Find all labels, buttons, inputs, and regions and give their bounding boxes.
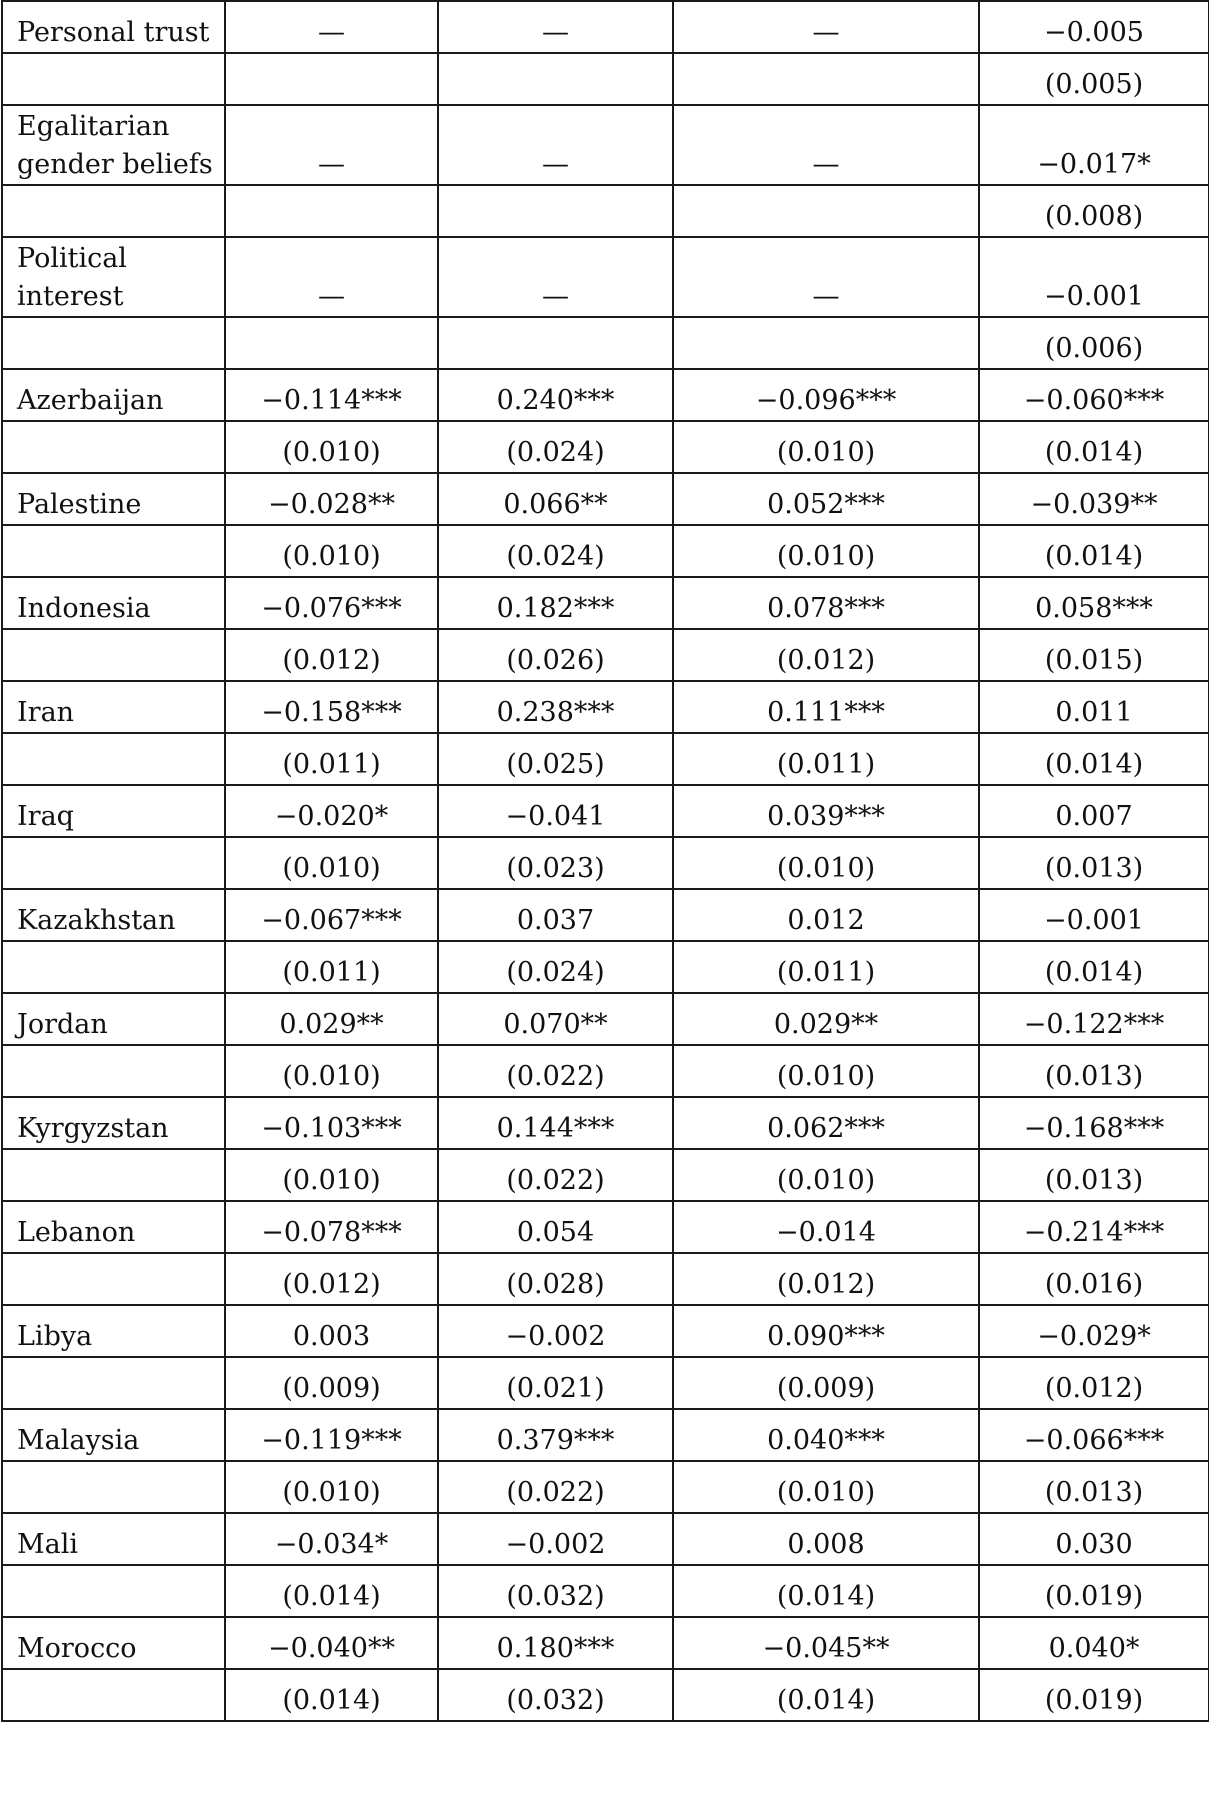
row-label — [2, 837, 225, 889]
table-cell: (0.012) — [673, 1253, 979, 1305]
table-row — [2, 53, 1209, 105]
regression-table — [1, 0, 1209, 1722]
table-cell: −0.103*** — [225, 1097, 438, 1149]
table-row — [2, 1149, 1209, 1201]
row-label — [2, 1045, 225, 1097]
row-label: Iran — [2, 681, 225, 733]
table-cell: −0.034* — [225, 1513, 438, 1565]
row-label: Mali — [2, 1513, 225, 1565]
table-row — [2, 993, 1209, 1045]
table-row — [2, 1097, 1209, 1149]
table-cell: (0.010) — [673, 1461, 979, 1513]
table-cell: 0.040* — [979, 1617, 1209, 1669]
table-cell: −0.045** — [673, 1617, 979, 1669]
table-cell: −0.168*** — [979, 1097, 1209, 1149]
table-cell: −0.001 — [979, 889, 1209, 941]
table-cell: (0.014) — [979, 733, 1209, 785]
table-cell: (0.014) — [225, 1565, 438, 1617]
table-cell: 0.070** — [438, 993, 673, 1045]
table-row — [2, 1461, 1209, 1513]
table-cell: (0.024) — [438, 421, 673, 473]
table-cell: (0.032) — [438, 1669, 673, 1721]
table-cell: (0.024) — [438, 525, 673, 577]
table-cell — [438, 53, 673, 105]
table-row — [2, 237, 1209, 317]
row-label — [2, 421, 225, 473]
table-cell: — — [225, 105, 438, 185]
table-cell: 0.037 — [438, 889, 673, 941]
table-cell: (0.010) — [225, 421, 438, 473]
table-cell: — — [673, 1, 979, 53]
table-cell: (0.010) — [225, 525, 438, 577]
table-cell: — — [438, 105, 673, 185]
table-cell: (0.009) — [225, 1357, 438, 1409]
table-cell: (0.022) — [438, 1461, 673, 1513]
table-cell: — — [225, 237, 438, 317]
table-cell: (0.010) — [673, 421, 979, 473]
table-cell: (0.011) — [225, 941, 438, 993]
table-cell: (0.011) — [225, 733, 438, 785]
table-cell: (0.014) — [673, 1669, 979, 1721]
table-cell — [438, 317, 673, 369]
table-cell: (0.010) — [673, 1045, 979, 1097]
table-cell: (0.014) — [979, 941, 1209, 993]
table-cell: 0.182*** — [438, 577, 673, 629]
table-cell: (0.010) — [225, 1461, 438, 1513]
table-cell: (0.009) — [673, 1357, 979, 1409]
row-label: Morocco — [2, 1617, 225, 1669]
table-cell: (0.012) — [979, 1357, 1209, 1409]
table-cell: −0.017* — [979, 105, 1209, 185]
table-cell: −0.158*** — [225, 681, 438, 733]
table-row — [2, 1565, 1209, 1617]
table-cell: (0.014) — [673, 1565, 979, 1617]
row-label — [2, 53, 225, 105]
row-label: Palestine — [2, 473, 225, 525]
row-label — [2, 1669, 225, 1721]
row-label — [2, 1357, 225, 1409]
table-row — [2, 1253, 1209, 1305]
table-cell: (0.010) — [225, 1149, 438, 1201]
table-cell — [225, 185, 438, 237]
table-row — [2, 1669, 1209, 1721]
table-cell: (0.028) — [438, 1253, 673, 1305]
table-cell: (0.008) — [979, 185, 1209, 237]
table-cell: −0.066*** — [979, 1409, 1209, 1461]
table-cell — [225, 53, 438, 105]
table-cell: −0.028** — [225, 473, 438, 525]
row-label — [2, 1461, 225, 1513]
table-cell — [673, 185, 979, 237]
table-cell: (0.011) — [673, 941, 979, 993]
table-cell: (0.011) — [673, 733, 979, 785]
table-cell: 0.039*** — [673, 785, 979, 837]
table-cell: −0.096*** — [673, 369, 979, 421]
table-cell: (0.010) — [225, 1045, 438, 1097]
table-cell: −0.078*** — [225, 1201, 438, 1253]
table-row — [2, 369, 1209, 421]
table-cell: (0.010) — [225, 837, 438, 889]
table-cell: (0.006) — [979, 317, 1209, 369]
table-row — [2, 785, 1209, 837]
table-cell: −0.029* — [979, 1305, 1209, 1357]
table-cell: −0.005 — [979, 1, 1209, 53]
table-cell: 0.008 — [673, 1513, 979, 1565]
table-row — [2, 837, 1209, 889]
table-cell: 0.003 — [225, 1305, 438, 1357]
table-cell: −0.002 — [438, 1305, 673, 1357]
table-cell: −0.001 — [979, 237, 1209, 317]
table-cell: (0.013) — [979, 1149, 1209, 1201]
table-cell: (0.013) — [979, 837, 1209, 889]
table-body — [2, 1, 1209, 1721]
table-cell: 0.144*** — [438, 1097, 673, 1149]
table-cell: (0.023) — [438, 837, 673, 889]
table-row — [2, 629, 1209, 681]
table-cell: — — [673, 237, 979, 317]
table-cell: (0.019) — [979, 1669, 1209, 1721]
table-cell: (0.024) — [438, 941, 673, 993]
table-cell: −0.041 — [438, 785, 673, 837]
table-cell: 0.111*** — [673, 681, 979, 733]
table-cell: (0.019) — [979, 1565, 1209, 1617]
row-label — [2, 733, 225, 785]
table-row — [2, 1409, 1209, 1461]
table-cell: 0.030 — [979, 1513, 1209, 1565]
table-cell — [673, 317, 979, 369]
table-cell: — — [438, 1, 673, 53]
table-cell: (0.012) — [225, 629, 438, 681]
table-cell: 0.052*** — [673, 473, 979, 525]
table-cell: 0.040*** — [673, 1409, 979, 1461]
table-row — [2, 185, 1209, 237]
table-row — [2, 733, 1209, 785]
table-cell: −0.014 — [673, 1201, 979, 1253]
row-label: Indonesia — [2, 577, 225, 629]
table-cell: (0.026) — [438, 629, 673, 681]
table-cell: (0.013) — [979, 1461, 1209, 1513]
table-row — [2, 1513, 1209, 1565]
table-cell: −0.122*** — [979, 993, 1209, 1045]
table-cell: (0.022) — [438, 1149, 673, 1201]
table-cell: 0.078*** — [673, 577, 979, 629]
table-cell: 0.011 — [979, 681, 1209, 733]
table-cell: (0.012) — [673, 629, 979, 681]
table-cell: — — [438, 237, 673, 317]
table-row — [2, 577, 1209, 629]
table-cell: 0.379*** — [438, 1409, 673, 1461]
table-row — [2, 473, 1209, 525]
table-row — [2, 525, 1209, 577]
table-cell: −0.214*** — [979, 1201, 1209, 1253]
table-cell: (0.015) — [979, 629, 1209, 681]
table-row — [2, 317, 1209, 369]
row-label: Egalitarian gender beliefs — [2, 105, 225, 185]
table-cell: 0.054 — [438, 1201, 673, 1253]
row-label — [2, 941, 225, 993]
row-label — [2, 525, 225, 577]
table-row — [2, 681, 1209, 733]
table-cell: (0.014) — [979, 525, 1209, 577]
row-label: Azerbaijan — [2, 369, 225, 421]
table-cell: (0.016) — [979, 1253, 1209, 1305]
table-cell: (0.010) — [673, 1149, 979, 1201]
table-cell: −0.020* — [225, 785, 438, 837]
table-cell: −0.039** — [979, 473, 1209, 525]
table-cell: −0.076*** — [225, 577, 438, 629]
table-cell: (0.014) — [225, 1669, 438, 1721]
table-row — [2, 1045, 1209, 1097]
table-cell: −0.119*** — [225, 1409, 438, 1461]
table-cell: (0.013) — [979, 1045, 1209, 1097]
row-label: Political interest — [2, 237, 225, 317]
table-cell: (0.010) — [673, 525, 979, 577]
table-cell: 0.240*** — [438, 369, 673, 421]
table-row — [2, 1357, 1209, 1409]
table-cell: — — [225, 1, 438, 53]
table-cell: −0.040** — [225, 1617, 438, 1669]
row-label: Personal trust — [2, 1, 225, 53]
row-label — [2, 1253, 225, 1305]
row-label: Kyrgyzstan — [2, 1097, 225, 1149]
table-cell: (0.005) — [979, 53, 1209, 105]
table-cell: 0.180*** — [438, 1617, 673, 1669]
table-row — [2, 1, 1209, 53]
row-label — [2, 629, 225, 681]
table-row — [2, 1201, 1209, 1253]
table-cell: 0.012 — [673, 889, 979, 941]
table-row — [2, 889, 1209, 941]
table-cell: 0.007 — [979, 785, 1209, 837]
row-label: Libya — [2, 1305, 225, 1357]
table-cell: (0.025) — [438, 733, 673, 785]
row-label — [2, 1565, 225, 1617]
table-row — [2, 941, 1209, 993]
table-cell: — — [673, 105, 979, 185]
table-cell: (0.021) — [438, 1357, 673, 1409]
table-cell: (0.010) — [673, 837, 979, 889]
table-row — [2, 1617, 1209, 1669]
table-row — [2, 1305, 1209, 1357]
table-cell — [225, 317, 438, 369]
table-cell: 0.029** — [225, 993, 438, 1045]
table-cell: 0.029** — [673, 993, 979, 1045]
table-cell: −0.060*** — [979, 369, 1209, 421]
row-label — [2, 1149, 225, 1201]
table-cell: 0.066** — [438, 473, 673, 525]
table-row — [2, 421, 1209, 473]
table-cell: (0.032) — [438, 1565, 673, 1617]
table-cell: 0.090*** — [673, 1305, 979, 1357]
row-label: Lebanon — [2, 1201, 225, 1253]
table-cell: 0.058*** — [979, 577, 1209, 629]
table-cell — [438, 185, 673, 237]
table-cell: (0.022) — [438, 1045, 673, 1097]
table-cell: (0.012) — [225, 1253, 438, 1305]
table-cell: (0.014) — [979, 421, 1209, 473]
row-label — [2, 185, 225, 237]
row-label: Jordan — [2, 993, 225, 1045]
table-cell: 0.238*** — [438, 681, 673, 733]
row-label: Malaysia — [2, 1409, 225, 1461]
row-label: Kazakhstan — [2, 889, 225, 941]
table-cell: 0.062*** — [673, 1097, 979, 1149]
table-cell: −0.067*** — [225, 889, 438, 941]
table-row — [2, 105, 1209, 185]
table-cell — [673, 53, 979, 105]
row-label — [2, 317, 225, 369]
table-cell: −0.114*** — [225, 369, 438, 421]
row-label: Iraq — [2, 785, 225, 837]
table-cell: −0.002 — [438, 1513, 673, 1565]
